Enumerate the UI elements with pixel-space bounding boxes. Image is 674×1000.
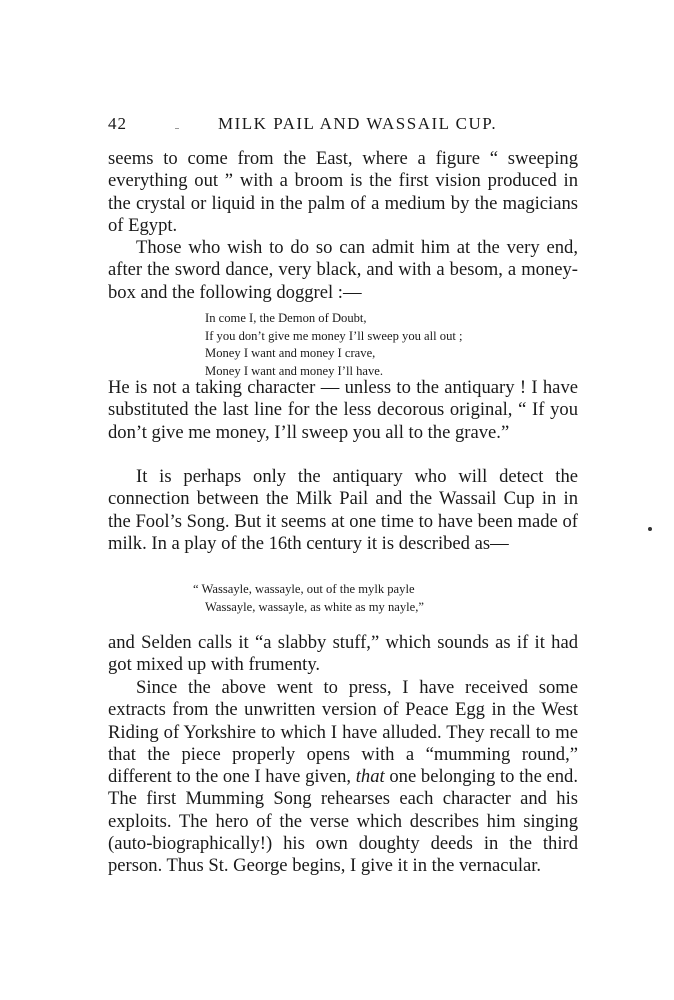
verse-block-1 [205, 310, 463, 380]
paragraph-1: seems to come from the East, where a figure “ sweeping everything out ” with a broom is the first vision produced in the crystal or liquid in the palm of a medium by the magicians of Egypt. [108, 148, 578, 236]
verse-line: In come I, the Demon of Doubt, [205, 311, 367, 325]
running-title: MILK PAIL AND WASSAIL CUP. [218, 114, 498, 133]
verse-line: Wassayle, wassayle, as white as my nayle,” [205, 599, 424, 614]
margin-dot [648, 527, 652, 531]
verse-line: If you don’t give me money I’ll sweep you all out ; [205, 328, 463, 343]
page-header [0, 114, 674, 134]
verse-line: Money I want and money I’ll have. [205, 363, 384, 378]
italic-word: that [355, 766, 385, 788]
page-number: 42 [108, 114, 127, 133]
paragraph-6-text-end: one belonging to the end. The first Mumming Song rehearses each character and his exploits. The hero of the verse which describes him singing (auto-biographically!) his own doughty deeds in the third person. Thus St. George begins, I give it in the vernacular. [108, 766, 578, 877]
verse-line: “ Wassayle, wassayle, out of the mylk payle [193, 582, 415, 596]
verse-line: Money I want and money I crave, [205, 346, 376, 361]
paragraph-3: He is not a taking character — unless to the antiquary ! I have substituted the last line for the less decorous original, “ If you don’t give me money, I’ll sweep you all to the grave.” [108, 377, 578, 443]
paragraph-4: It is perhaps only the antiquary who will detect the connection between the Milk Pail and the Wassail Cup in in the Fool’s Song. But it seems at one time to have been made of milk. In a play of the 16th century it is described as— [108, 466, 578, 554]
paragraph-6-text: Since the above went to press, I have received some extracts from the unwritten version of Peace Egg in the West Riding of Yorkshire to which I have alluded. They recall to me that the piece properly opens with a “mumming round,” different to the one I have given, [108, 677, 578, 788]
verse-block-2 [193, 581, 424, 616]
paragraph-6 [108, 677, 578, 878]
stray-mark [175, 128, 179, 129]
paragraph-2: Those who wish to do so can admit him at the very end, after the sword dance, very black, and with a besom, a money-box and the following doggrel :— [108, 237, 578, 303]
paragraph-5: and Selden calls it “a slabby stuff,” which sounds as if it had got mixed up with frumenty. [108, 632, 578, 676]
